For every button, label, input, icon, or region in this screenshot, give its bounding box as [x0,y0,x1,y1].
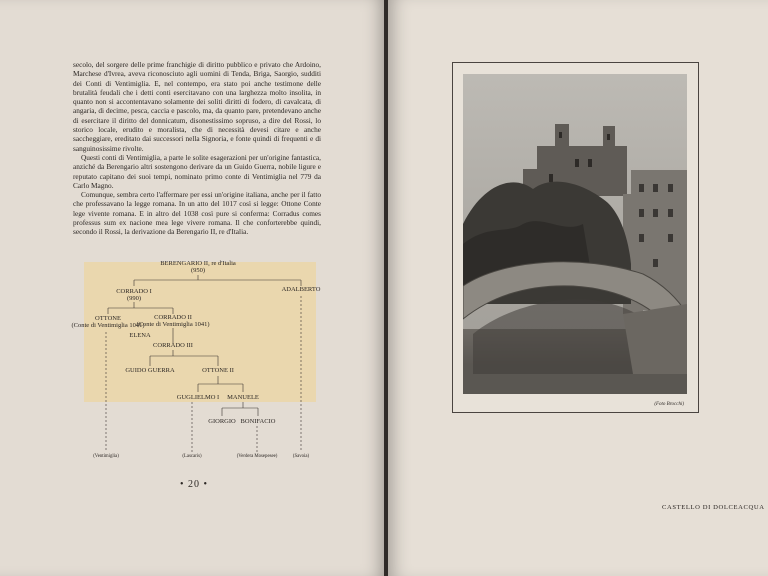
lineage-verdera: (Verdera Mosepesee) [236,454,278,459]
tree-node-corrado-iii: CORRADO III [153,342,193,349]
tree-node-ottone: OTTONE (Conte di Ventimiglia 1041) [71,315,145,329]
photo-caption: CASTELLO DI DOLCEACQUA [662,504,765,511]
genealogy-tree [58,256,338,466]
tree-node-corrado-ii: CORRADO II (Conte di Ventimiglia 1041) [136,314,210,328]
body-text [73,60,321,237]
tree-node-berengario: BERENGARIO II, re d'Italia (950) [160,260,236,274]
tree-node-adalberto: ADALBERTO [281,286,321,293]
photo-plate [452,62,699,413]
tree-node-giorgio: GIORGIO [208,418,236,425]
tree-node-corrado-i: CORRADO I (990) [116,288,152,302]
tree-node-guido-guerra: GUIDO GUERRA [125,367,175,374]
lineage-lascaris: (Lascaris) [182,454,202,459]
paragraph: secolo, del sorgere delle prime franchigie di diritto pubblico e privato che Ardoino, Marchese d'Ivrea, aveva riconosciuto agli uomini di Tenda, Briga, Saorgio, sudditi dei Conti di Ventimiglia. E, nel contempo, era stato poi anche testimone delle brutalità feudali che i detti conti esercitavano con una larghezza molto insolita, in quanto non si accontentavano solamente dei soliti diritti di fodero, di cavalcata, di angaria, di decime, pesca, caccia e pascolo, ma, da quanto pare, pretendevano anche di esercitare il diritto del donnicatum, disonestissimo sopruso, a dire del Rossi, lo storico locale, erudito e moralista, che di necessità devesi citare e anche saccheggiare, ereditato dai successori nella Signoria, e fonte quindi di frequenti e di sanguinosissime rivolte. [73,60,321,153]
castle-bridge-photo [463,74,687,394]
tree-node-ottone-ii: OTTONE II [202,367,234,374]
page-number: • 20 • [180,479,209,490]
tree-node-manuele: MANUELE [227,394,259,401]
paragraph: Questi conti di Ventimiglia, a parte le solite esagerazioni per un'origine fantastica, anziché da Berengario altri sostengono derivare da un Guido Guerra, nobile ligure e reputato capitano dei suoi tempi, nominato primo conte di Ventimiglia nel 779 da Carlo Magno. [73,152,321,190]
photo-illustration [463,74,687,394]
tree-node-elena: ELENA [129,332,151,339]
lineage-ventimiglia: (Ventimiglia) [93,454,119,459]
tree-node-bonifacio: BONIFACIO [240,418,276,425]
photo-credit: (Foto Brocchi) [654,402,684,407]
lineage-savoia: (Savoia) [292,454,310,459]
paragraph: Comunque, sembra certo l'affermare per essi un'origine italiana, anche per il fatto che professavano la legge romana. In un atto del 1017 così si legge: Ottone Conte lege vivente romana. E in altro del 1038 così pure si conferma: Corradus comes professus sum ex nacione mea lege vivere romana. Il che conforterebbe quindi, secondo il Rossi, la derivazione da Berengario II, re d'Italia. [73,190,321,237]
tree-node-guglielmo-i: GUGLIELMO I [176,394,220,401]
